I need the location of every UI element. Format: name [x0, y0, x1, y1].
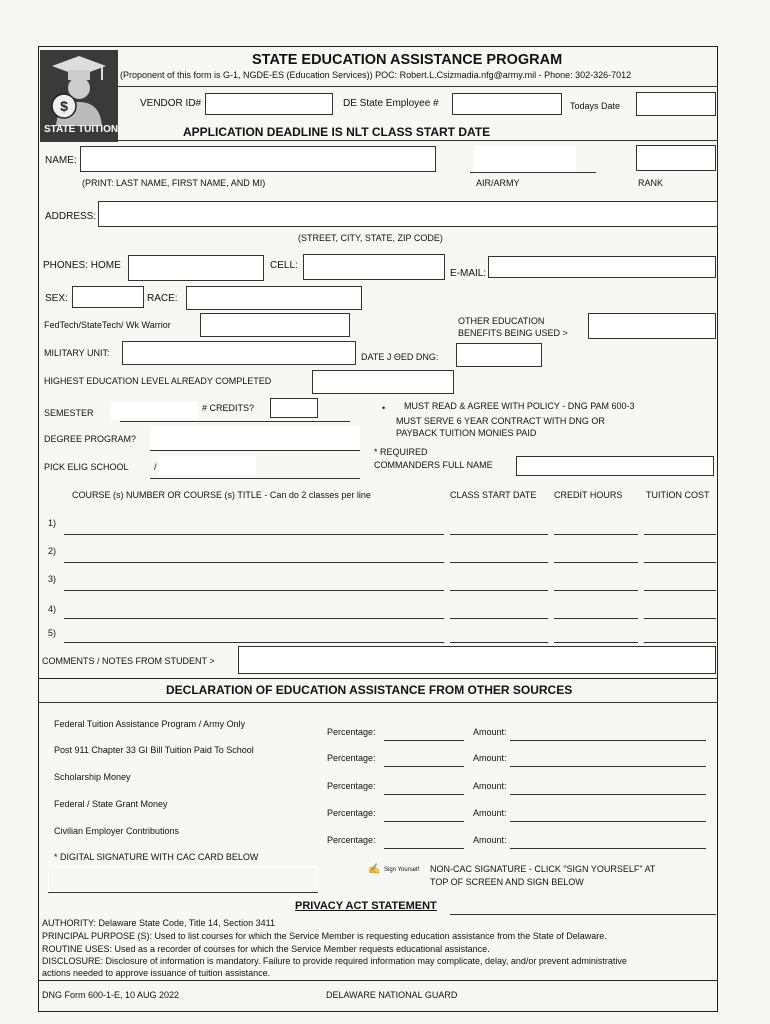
amount-label: Amount:: [473, 781, 507, 791]
credit-hours-col-header: CREDIT HOURS: [554, 490, 623, 500]
amount-field-2[interactable]: [510, 766, 706, 767]
percentage-field-1[interactable]: [384, 740, 464, 741]
credits-label: # CREDITS?: [202, 403, 255, 413]
amount-label: Amount:: [473, 808, 507, 818]
svg-text:$: $: [60, 98, 68, 114]
course-row-label: 4): [48, 604, 57, 614]
source-federal-ta: Federal Tuition Assistance Program / Army Only: [54, 719, 246, 729]
privacy-disclosure-cont: actions needed to approve issuance of tuition assistance.: [42, 968, 271, 978]
air-army-label: AIR/ARMY: [476, 178, 520, 188]
percentage-field-4[interactable]: [384, 821, 464, 822]
comments-field[interactable]: [238, 646, 716, 674]
vendor-id-field[interactable]: [205, 93, 333, 115]
sex-label: SEX:: [45, 293, 68, 304]
elig-school-value: /: [154, 462, 157, 472]
semester-label: SEMESTER: [44, 408, 94, 418]
race-field[interactable]: [186, 286, 362, 310]
degree-program-label: DEGREE PROGRAM?: [44, 434, 137, 444]
amount-field-1[interactable]: [510, 740, 706, 741]
privacy-disclosure: DISCLOSURE: Disclosure of information is mandatory. Failure to provide required information may complicate, delay, and/or prevent administrative: [42, 956, 627, 966]
highest-education-field[interactable]: [312, 370, 454, 394]
policy-line-2: MUST SERVE 6 YEAR CONTRACT WITH DNG OR: [396, 416, 605, 426]
credits-field[interactable]: [270, 398, 318, 418]
logo-text: STATE TUITION: [44, 124, 119, 135]
amount-field-4[interactable]: [510, 821, 706, 822]
vendor-id-label: VENDOR ID#: [140, 98, 202, 109]
email-field[interactable]: [488, 256, 716, 278]
rank-field[interactable]: [636, 145, 716, 171]
digital-signature-field[interactable]: [48, 866, 318, 892]
address-label: ADDRESS:: [45, 211, 97, 222]
other-benefits-label-2: BENEFITS BEING USED >: [458, 328, 568, 338]
percentage-field-2[interactable]: [384, 766, 464, 767]
commanders-field[interactable]: [516, 456, 714, 476]
sign-yourself-button[interactable]: Sign Yourself: [384, 867, 420, 873]
amount-label: Amount:: [473, 727, 507, 737]
declaration-title: DECLARATION OF EDUCATION ASSISTANCE FROM OTHER SOURCES: [166, 683, 573, 697]
digital-signature-label: * DIGITAL SIGNATURE WITH CAC CARD BELOW: [54, 852, 259, 862]
commanders-label: COMMANDERS FULL NAME: [374, 460, 493, 470]
course-row-label: 2): [48, 546, 57, 556]
tuition-cost-col-header: TUITION COST: [646, 490, 710, 500]
elig-school-label: PICK ELIG SCHOOL: [44, 462, 129, 472]
policy-bullet: •: [382, 403, 386, 413]
other-benefits-label-1: OTHER EDUCATION: [458, 316, 545, 326]
degree-program-field[interactable]: [150, 426, 360, 450]
military-unit-label: MILITARY UNIT:: [44, 348, 110, 358]
date-joined-label: DATE J ΘED DNG:: [361, 352, 439, 362]
rank-label: RANK: [638, 178, 664, 188]
form-title: STATE EDUCATION ASSISTANCE PROGRAM: [252, 52, 563, 68]
percentage-label: Percentage:: [327, 781, 376, 791]
amount-label: Amount:: [473, 835, 507, 845]
todays-date-field[interactable]: [636, 92, 716, 116]
course-line-4[interactable]: [64, 618, 444, 619]
privacy-authority: AUTHORITY: Delaware State Code, Title 14, Section 3411: [42, 918, 275, 928]
state-employee-label: DE State Employee #: [343, 98, 439, 109]
course-row-label: 1): [48, 518, 57, 528]
course-col-header: COURSE (s) NUMBER OR COURSE (s) TITLE - Can do 2 classes per line: [72, 490, 371, 500]
percentage-label: Percentage:: [327, 808, 376, 818]
noncac-line-2: TOP OF SCREEN AND SIGN BELOW: [430, 877, 584, 887]
required-note: * REQUIRED: [374, 447, 428, 457]
fedtech-label: FedTech/StateTech/ Wk Warrior: [44, 320, 171, 330]
source-scholarship: Scholarship Money: [54, 772, 131, 782]
course-row-label: 3): [48, 574, 57, 584]
form-id: DNG Form 600-1-E, 10 AUG 2022: [42, 990, 180, 1000]
source-grant: Federal / State Grant Money: [54, 799, 168, 809]
privacy-title: PRIVACY ACT STATEMENT: [295, 900, 437, 912]
address-hint: (STREET, CITY, STATE, ZIP CODE): [298, 233, 443, 243]
semester-field[interactable]: [110, 402, 198, 420]
privacy-routine-uses: ROUTINE USES: Used as a recorder of courses for which the Service Member requests educational assistance.: [42, 944, 490, 954]
todays-date-label: Todays Date: [570, 101, 621, 111]
name-hint: (PRINT: LAST NAME, FIRST NAME, AND MI): [82, 178, 266, 188]
source-employer: Civilian Employer Contributions: [54, 826, 180, 836]
course-line-2[interactable]: [64, 562, 444, 563]
policy-line-1: MUST READ & AGREE WITH POLICY - DNG PAM 600-3: [404, 401, 635, 411]
proponent-text: (Proponent of this form is G-1, NGDE-ES (Education Services)) POC: Robert.L.Csizmadia.nfg@army.mil - Phone: 302-326-7012: [120, 70, 632, 80]
name-field[interactable]: [80, 146, 436, 172]
source-post911: Post 911 Chapter 33 GI Bill Tuition Paid To School: [54, 745, 254, 755]
military-unit-field[interactable]: [122, 341, 356, 365]
amount-field-5[interactable]: [510, 848, 706, 849]
elig-school-field[interactable]: [158, 456, 256, 476]
start-date-col-header: CLASS START DATE: [450, 490, 537, 500]
email-label: E-MAIL:: [450, 268, 487, 279]
home-phone-field[interactable]: [128, 255, 264, 281]
course-line-3[interactable]: [64, 590, 444, 591]
percentage-field-5[interactable]: [384, 848, 464, 849]
amount-field-3[interactable]: [510, 794, 706, 795]
address-field[interactable]: [98, 201, 718, 227]
air-army-field[interactable]: [474, 146, 576, 172]
noncac-line-1: NON-CAC SIGNATURE - CLICK "SIGN YOURSELF" AT: [430, 864, 656, 874]
organization-name: DELAWARE NATIONAL GUARD: [326, 990, 458, 1000]
sex-field[interactable]: [72, 286, 144, 308]
percentage-label: Percentage:: [327, 835, 376, 845]
fedtech-field[interactable]: [200, 313, 350, 337]
state-tuition-logo: [40, 50, 118, 142]
date-joined-field[interactable]: [456, 343, 542, 367]
percentage-label: Percentage:: [327, 753, 376, 763]
name-label: NAME:: [45, 155, 77, 166]
state-employee-field[interactable]: [452, 93, 562, 115]
pen-icon[interactable]: ✍: [368, 864, 381, 875]
highest-education-label: HIGHEST EDUCATION LEVEL ALREADY COMPLETED: [44, 376, 272, 386]
privacy-purpose: PRINCIPAL PURPOSE (S): Used to list courses for which the Service Member is requesting education assistance from the State of Delaware.: [42, 931, 607, 941]
cell-label: CELL:: [270, 260, 298, 271]
comments-label: COMMENTS / NOTES FROM STUDENT >: [42, 656, 215, 666]
race-label: RACE:: [147, 293, 178, 304]
cell-field[interactable]: [303, 254, 445, 280]
course-line-1[interactable]: [64, 534, 444, 535]
home-phone-label: PHONES: HOME: [43, 260, 121, 271]
amount-label: Amount:: [473, 753, 507, 763]
other-benefits-field[interactable]: [588, 313, 716, 339]
course-row-label: 5): [48, 628, 57, 638]
policy-line-3: PAYBACK TUITION MONIES PAID: [396, 428, 537, 438]
percentage-label: Percentage:: [327, 727, 376, 737]
deadline-notice: APPLICATION DEADLINE IS NLT CLASS START DATE: [183, 125, 491, 139]
percentage-field-3[interactable]: [384, 794, 464, 795]
course-line-5[interactable]: [64, 642, 444, 643]
